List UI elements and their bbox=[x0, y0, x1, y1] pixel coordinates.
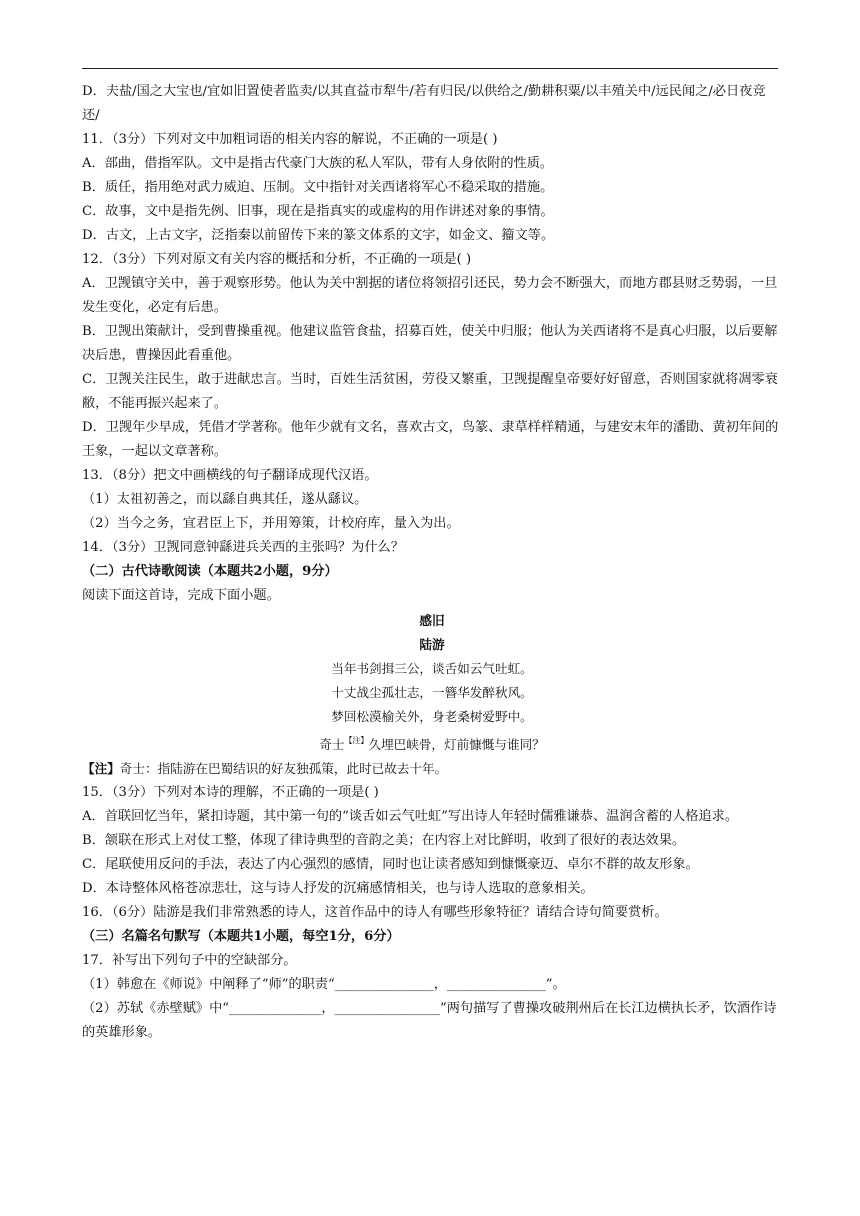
q15-option-c: C．尾联使用反问的手法，表达了内心强烈的感情，同时也让读者感知到慷慨豪迈、卓尔不群的故友形象。 bbox=[82, 857, 699, 872]
q11-option-d: D．古文，上古文字，泛指秦以前留传下来的篆文体系的文字，如金文、籀文等。 bbox=[82, 228, 555, 243]
q12-option-d: D．卫觊年少早成，凭借才学著称。他年少就有文名，喜欢古文，鸟篆、隶草样样精通，与建安末年的潘勖、黄初年间的王象，一起以文章著称。 bbox=[82, 420, 779, 459]
q12-option-a: A．卫觊镇守关中，善于观察形势。他认为关中割据的诸位将领招引还民，势力会不断强大，而地方郡县财乏势弱，一旦发生变化，必定有后患。 bbox=[82, 276, 778, 315]
q13-item-1: （1）太祖初善之，而以繇自典其任，遂从繇议。 bbox=[82, 492, 368, 507]
note-text: 奇士：指陆游在巴蜀结识的好友独孤策，此时已故去十年。 bbox=[119, 761, 448, 776]
header-rule bbox=[82, 68, 778, 69]
q13-item-2: （2）当今之务，宜君臣上下，并用筹策，计校府库，量入为出。 bbox=[82, 516, 460, 531]
q17-item-2: （2）苏轼《赤壁赋》中“______________，________________”两句描写了曹操攻破荆州后在长江边横执长矛，饮酒作诗的英雄形象。 bbox=[82, 1001, 777, 1040]
q11-option-a: A．部曲，借指军队。文中是指古代豪门大族的私人军队，带有人身依附的性质。 bbox=[82, 156, 554, 171]
note-marker: 【注】 bbox=[344, 736, 369, 745]
exam-page-content bbox=[82, 80, 782, 1045]
poem-title: 感旧 bbox=[419, 613, 445, 628]
poem-line-4-start: 奇士 bbox=[319, 737, 345, 752]
q12-option-c: C．卫觊关注民生，敢于进献忠言。当时，百姓生活贫困，劳役又繁重，卫觊提醒皇帝要好好留意，否则国家就将凋零衰敝，不能再振兴起来了。 bbox=[82, 372, 778, 411]
q12-option-b: B．卫觊出策献计，受到曹操重视。他建议监管食盐，招募百姓，使关中归服；他认为关西诸将不是真心归服，以后要解决后患，曹操因此看重他。 bbox=[82, 324, 778, 363]
q17-item-1: （1）韩愈在《师说》中阐释了“师”的职责“_______________，_______________”。 bbox=[82, 977, 566, 992]
q15-option-d: D．本诗整体风格苍凉悲壮，这与诗人抒发的沉痛感情相关，也与诗人选取的意象相关。 bbox=[82, 881, 594, 896]
poem-author: 陆游 bbox=[419, 637, 445, 652]
poem-line-4 bbox=[82, 729, 782, 757]
poem-line-2: 十丈战尘孤壮志，一簪华发醉秋风。 bbox=[331, 685, 533, 700]
section-3-heading: （三）名篇名句默写（本题共1小题，每空1分，6分） bbox=[82, 929, 400, 944]
poem-line-1: 当年书剑揖三公，谈舌如云气吐虹。 bbox=[331, 661, 533, 676]
poem-line-3: 梦回松漠榆关外，身老桑树爱野中。 bbox=[331, 709, 533, 724]
q15-option-a: A．首联回忆当年，紧扣诗题，其中第一句的“谈舌如云气吐虹”写出诗人年轻时儒雅谦恭、温润含蓄的人格追求。 bbox=[82, 809, 739, 824]
q15-option-b: B．颔联在形式上对仗工整，体现了律诗典型的音韵之美；在内容上对比鲜明，收到了很好的表达效果。 bbox=[82, 833, 686, 848]
poem-line-4-end: 久埋巴峡骨，灯前慷慨与谁同？ bbox=[368, 737, 545, 752]
q11-option-b: B．质任，指用绝对武力威迫、压制。文中指针对关西诸将军心不稳采取的措施。 bbox=[82, 180, 554, 195]
section-2-heading: （二）古代诗歌阅读（本题共2小题，9分） bbox=[82, 564, 338, 579]
q14-stem: 14．（3分）卫觊同意钟繇进兵关西的主张吗？为什么？ bbox=[82, 540, 404, 555]
note-tag: 【注】 bbox=[82, 761, 120, 776]
poem-note bbox=[82, 757, 782, 781]
q12-stem: 12．（3分）下列对原文有关内容的概括和分析，不正确的一项是( ) bbox=[82, 252, 472, 267]
q13-stem: 13．（8分）把文中画横线的句子翻译成现代汉语。 bbox=[82, 468, 378, 483]
q17-stem: 17．补写出下列句子中的空缺部分。 bbox=[82, 953, 297, 968]
section-2-intro: 阅读下面这首诗，完成下面小题。 bbox=[82, 588, 280, 603]
poem bbox=[82, 609, 782, 757]
q11-option-c: C．故事，文中是指先例、旧事，现在是指真实的或虚构的用作讲述对象的事情。 bbox=[82, 204, 554, 219]
q15-stem: 15．（3分）下列对本诗的理解，不正确的一项是( ) bbox=[82, 785, 379, 800]
q16-stem: 16．（6分）陆游是我们非常熟悉的诗人，这首作品中的诗人有哪些形象特征？请结合诗句简要赏析。 bbox=[82, 905, 668, 920]
q11-stem: 11．（3分）下列对文中加粗词语的相关内容的解说，不正确的一项是( ) bbox=[82, 132, 498, 147]
q10-option-d: D．夫盐/国之大宝也/宜如旧置使者监卖/以其直益市犁牛/若有归民/以供给之/勤耕积粟/以丰殖关中/远民闻之/必日夜竞还/ bbox=[82, 84, 766, 123]
